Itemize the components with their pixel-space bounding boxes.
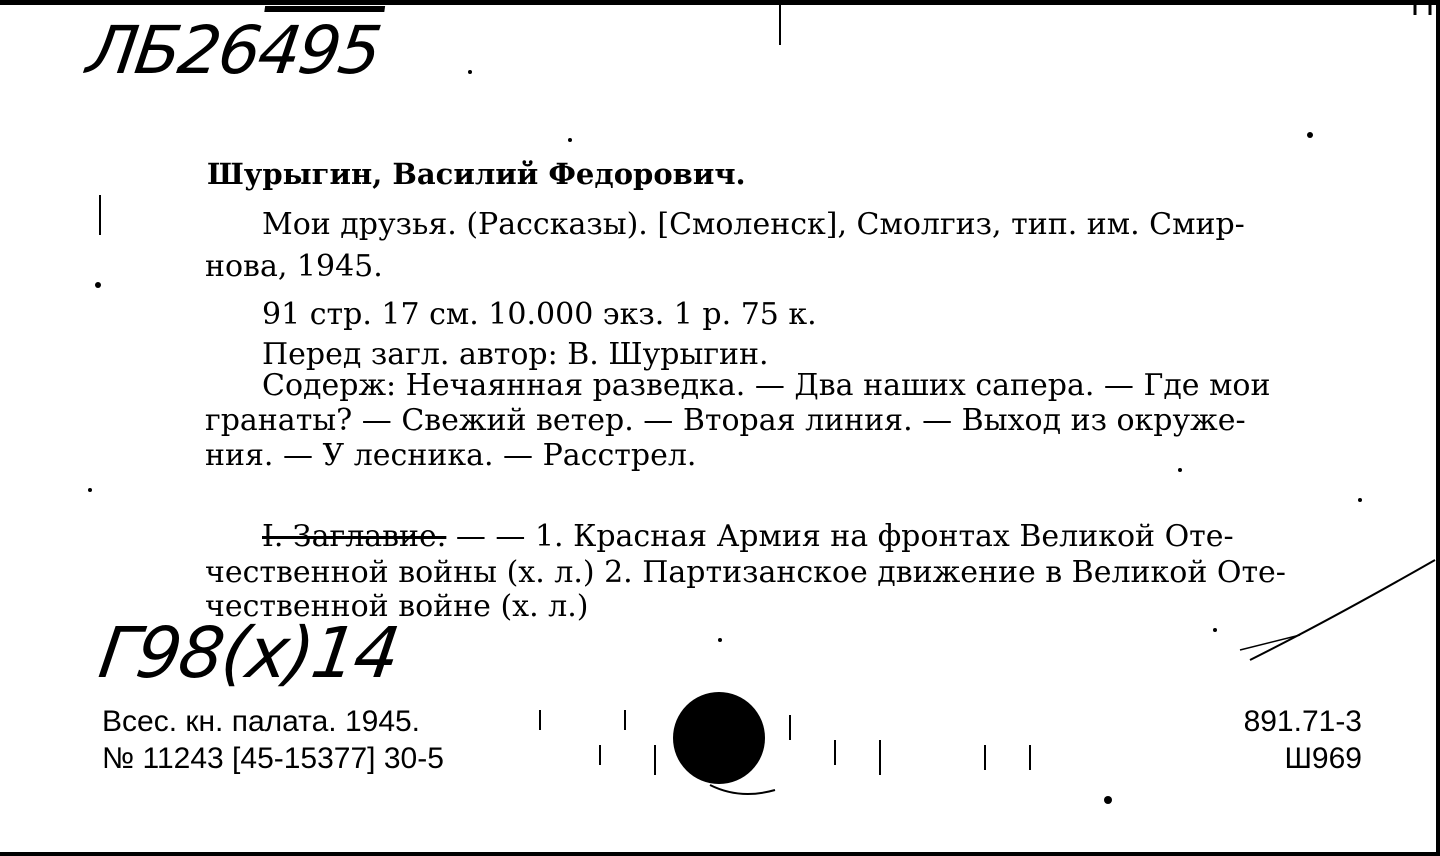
subject-line: чественной войне (х. л.)	[205, 589, 589, 624]
contents-line: Содерж: Нечаянная разведка. — Два наших сапера. — Где мои	[262, 368, 1271, 403]
scan-speck	[88, 488, 92, 492]
scan-speck	[718, 638, 722, 642]
scan-speck	[1358, 498, 1362, 502]
scan-speck	[1104, 796, 1112, 804]
scan-speck	[1178, 468, 1182, 472]
classification-number: 891.71-3	[1243, 705, 1362, 738]
punch-hole	[673, 692, 765, 784]
scan-speck	[1307, 132, 1313, 138]
scan-speck	[1213, 628, 1217, 632]
handwritten-classification: Г98(х)14	[94, 612, 403, 694]
scan-speck	[95, 282, 101, 288]
handwritten-call-suffix: 495	[253, 12, 385, 89]
subject-text: — — 1. Красная Армия на фронтах Великой Оте-	[446, 519, 1234, 554]
registration-line: № 11243 [45-15377] 30-5	[102, 742, 444, 775]
imprint-line: нова, 1945.	[205, 249, 383, 284]
scan-speck	[568, 138, 572, 142]
title-line: Мои друзья. (Рассказы). [Смоленск], Смолгиз, тип. им. Смир-	[262, 207, 1245, 242]
pen-stroke	[710, 785, 775, 794]
chamber-line: Всес. кн. палата. 1945.	[102, 705, 421, 738]
handwritten-call-prefix: ЛБ26	[82, 12, 265, 89]
contents-line: ния. — У лесника. — Расстрел.	[205, 438, 697, 473]
pen-stroke	[1240, 635, 1300, 650]
struck-title-entry: I. Заглавие.	[262, 519, 447, 554]
collation-line: 91 стр. 17 см. 10.000 экз. 1 р. 75 к.	[262, 297, 817, 332]
author-heading: Шурыгин, Василий Федорович.	[207, 157, 746, 191]
pen-stroke	[1250, 560, 1435, 660]
author-mark: Ш969	[1284, 742, 1362, 775]
subject-line: чественной войны (х. л.) 2. Партизанское движение в Великой Оте-	[205, 555, 1286, 590]
note-line: Перед загл. автор: В. Шурыгин.	[262, 337, 769, 372]
scan-speck	[468, 70, 472, 74]
contents-line: гранаты? — Свежий ветер. — Вторая линия. — Выход из окруже-	[205, 403, 1246, 438]
